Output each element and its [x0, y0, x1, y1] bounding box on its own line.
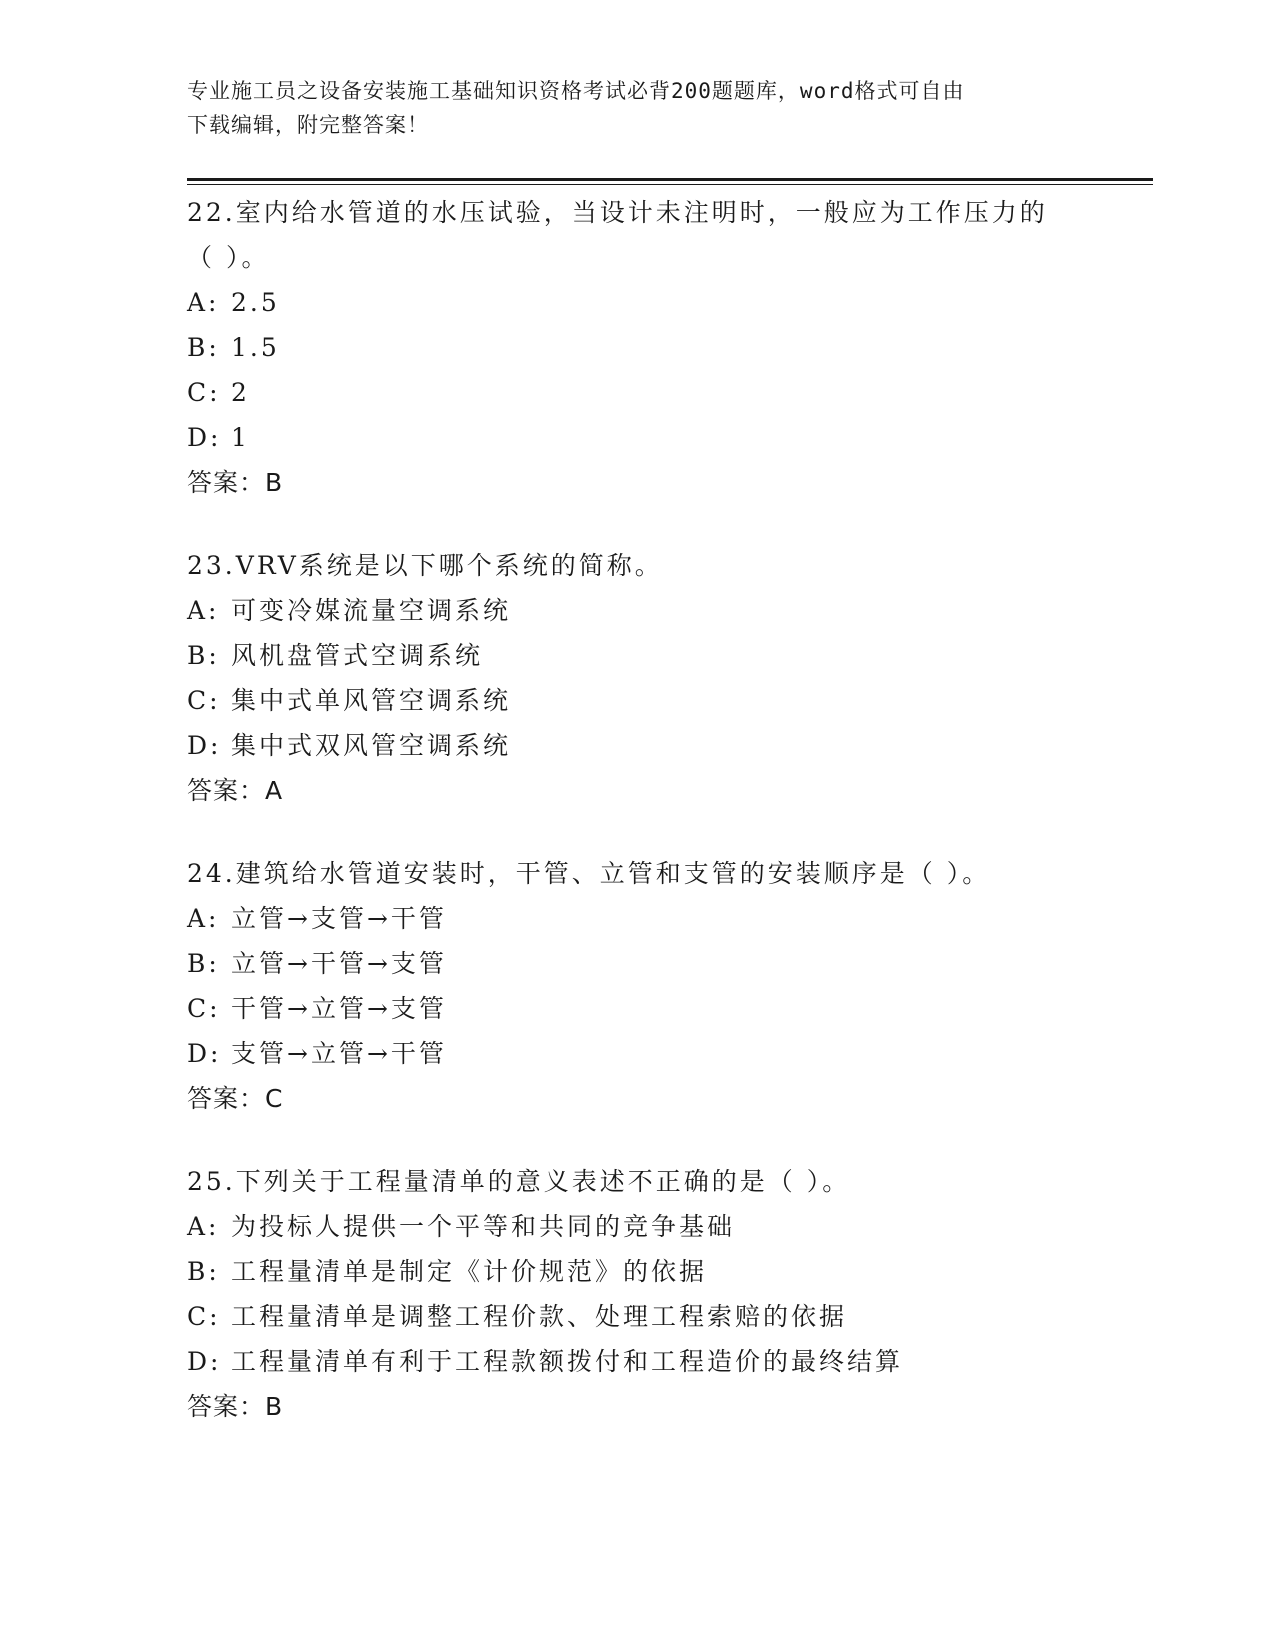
- option-text: 1.5: [231, 333, 280, 362]
- option-text: 2.5: [231, 288, 280, 317]
- option-text: 干管→立管→支管: [231, 994, 447, 1023]
- question-22: [187, 190, 1147, 505]
- option-key: D:: [187, 423, 222, 452]
- option-b: [187, 941, 1147, 986]
- option-text: 集中式单风管空调系统: [231, 686, 512, 715]
- document-header: [187, 74, 1087, 142]
- question-23: [187, 543, 1147, 813]
- option-c: [187, 1294, 1147, 1339]
- question-stem: 24.建筑给水管道安装时，干管、立管和支管的安装顺序是（ ）。: [187, 859, 991, 888]
- option-text: 工程量清单有利于工程款额拨付和工程造价的最终结算: [231, 1347, 904, 1376]
- option-key: C:: [187, 686, 221, 715]
- option-text: 立管→支管→干管: [231, 904, 447, 933]
- question-stem: 23.VRV系统是以下哪个系统的简称。: [187, 551, 663, 580]
- question-stem: 22.室内给水管道的水压试验，当设计未注明时，一般应为工作压力的: [187, 198, 1048, 227]
- option-key: D:: [187, 1347, 222, 1376]
- header-divider-thick: [187, 178, 1153, 181]
- answer: 答案：A: [187, 776, 284, 805]
- option-d: [187, 1031, 1147, 1076]
- option-text: 集中式双风管空调系统: [231, 731, 512, 760]
- option-key: A:: [187, 1212, 220, 1241]
- option-key: C:: [187, 994, 221, 1023]
- option-a: [187, 896, 1147, 941]
- option-key: D:: [187, 1039, 222, 1068]
- option-text: 风机盘管式空调系统: [231, 641, 484, 670]
- option-key: B:: [187, 333, 220, 362]
- option-key: A:: [187, 288, 220, 317]
- option-key: A:: [187, 596, 220, 625]
- option-key: C:: [187, 378, 221, 407]
- option-d: [187, 415, 1147, 460]
- option-key: C:: [187, 1302, 221, 1331]
- option-key: B:: [187, 641, 220, 670]
- option-c: [187, 678, 1147, 723]
- question-list: [187, 190, 1147, 1467]
- question-24: [187, 851, 1147, 1121]
- option-text: 支管→立管→干管: [231, 1039, 447, 1068]
- option-text: 为投标人提供一个平等和共同的竞争基础: [231, 1212, 736, 1241]
- answer: 答案：B: [187, 1392, 284, 1421]
- option-a: [187, 280, 1147, 325]
- option-d: [187, 723, 1147, 768]
- answer: 答案：C: [187, 1084, 284, 1113]
- option-key: A:: [187, 904, 220, 933]
- option-text: 工程量清单是调整工程价款、处理工程索赔的依据: [231, 1302, 848, 1331]
- header-line-1: 专业施工员之设备安装施工基础知识资格考试必背200题题库，word格式可自由: [187, 79, 965, 103]
- question-stem-continued: （ ）。: [187, 243, 270, 272]
- option-b: [187, 1249, 1147, 1294]
- option-c: [187, 986, 1147, 1031]
- option-key: B:: [187, 949, 220, 978]
- option-text: 可变冷媒流量空调系统: [231, 596, 512, 625]
- option-d: [187, 1339, 1147, 1384]
- answer: 答案：B: [187, 468, 284, 497]
- option-key: B:: [187, 1257, 220, 1286]
- option-text: 1: [231, 423, 250, 452]
- question-25: [187, 1159, 1147, 1429]
- option-b: [187, 633, 1147, 678]
- option-a: [187, 588, 1147, 633]
- option-text: 立管→干管→支管: [231, 949, 447, 978]
- option-c: [187, 370, 1147, 415]
- option-key: D:: [187, 731, 222, 760]
- option-b: [187, 325, 1147, 370]
- option-a: [187, 1204, 1147, 1249]
- header-line-2: 下载编辑，附完整答案！: [187, 113, 429, 137]
- question-stem: 25.下列关于工程量清单的意义表述不正确的是（ ）。: [187, 1167, 851, 1196]
- option-text: 工程量清单是制定《计价规范》的依据: [231, 1257, 708, 1286]
- option-text: 2: [231, 378, 250, 407]
- header-divider-thin: [187, 184, 1153, 185]
